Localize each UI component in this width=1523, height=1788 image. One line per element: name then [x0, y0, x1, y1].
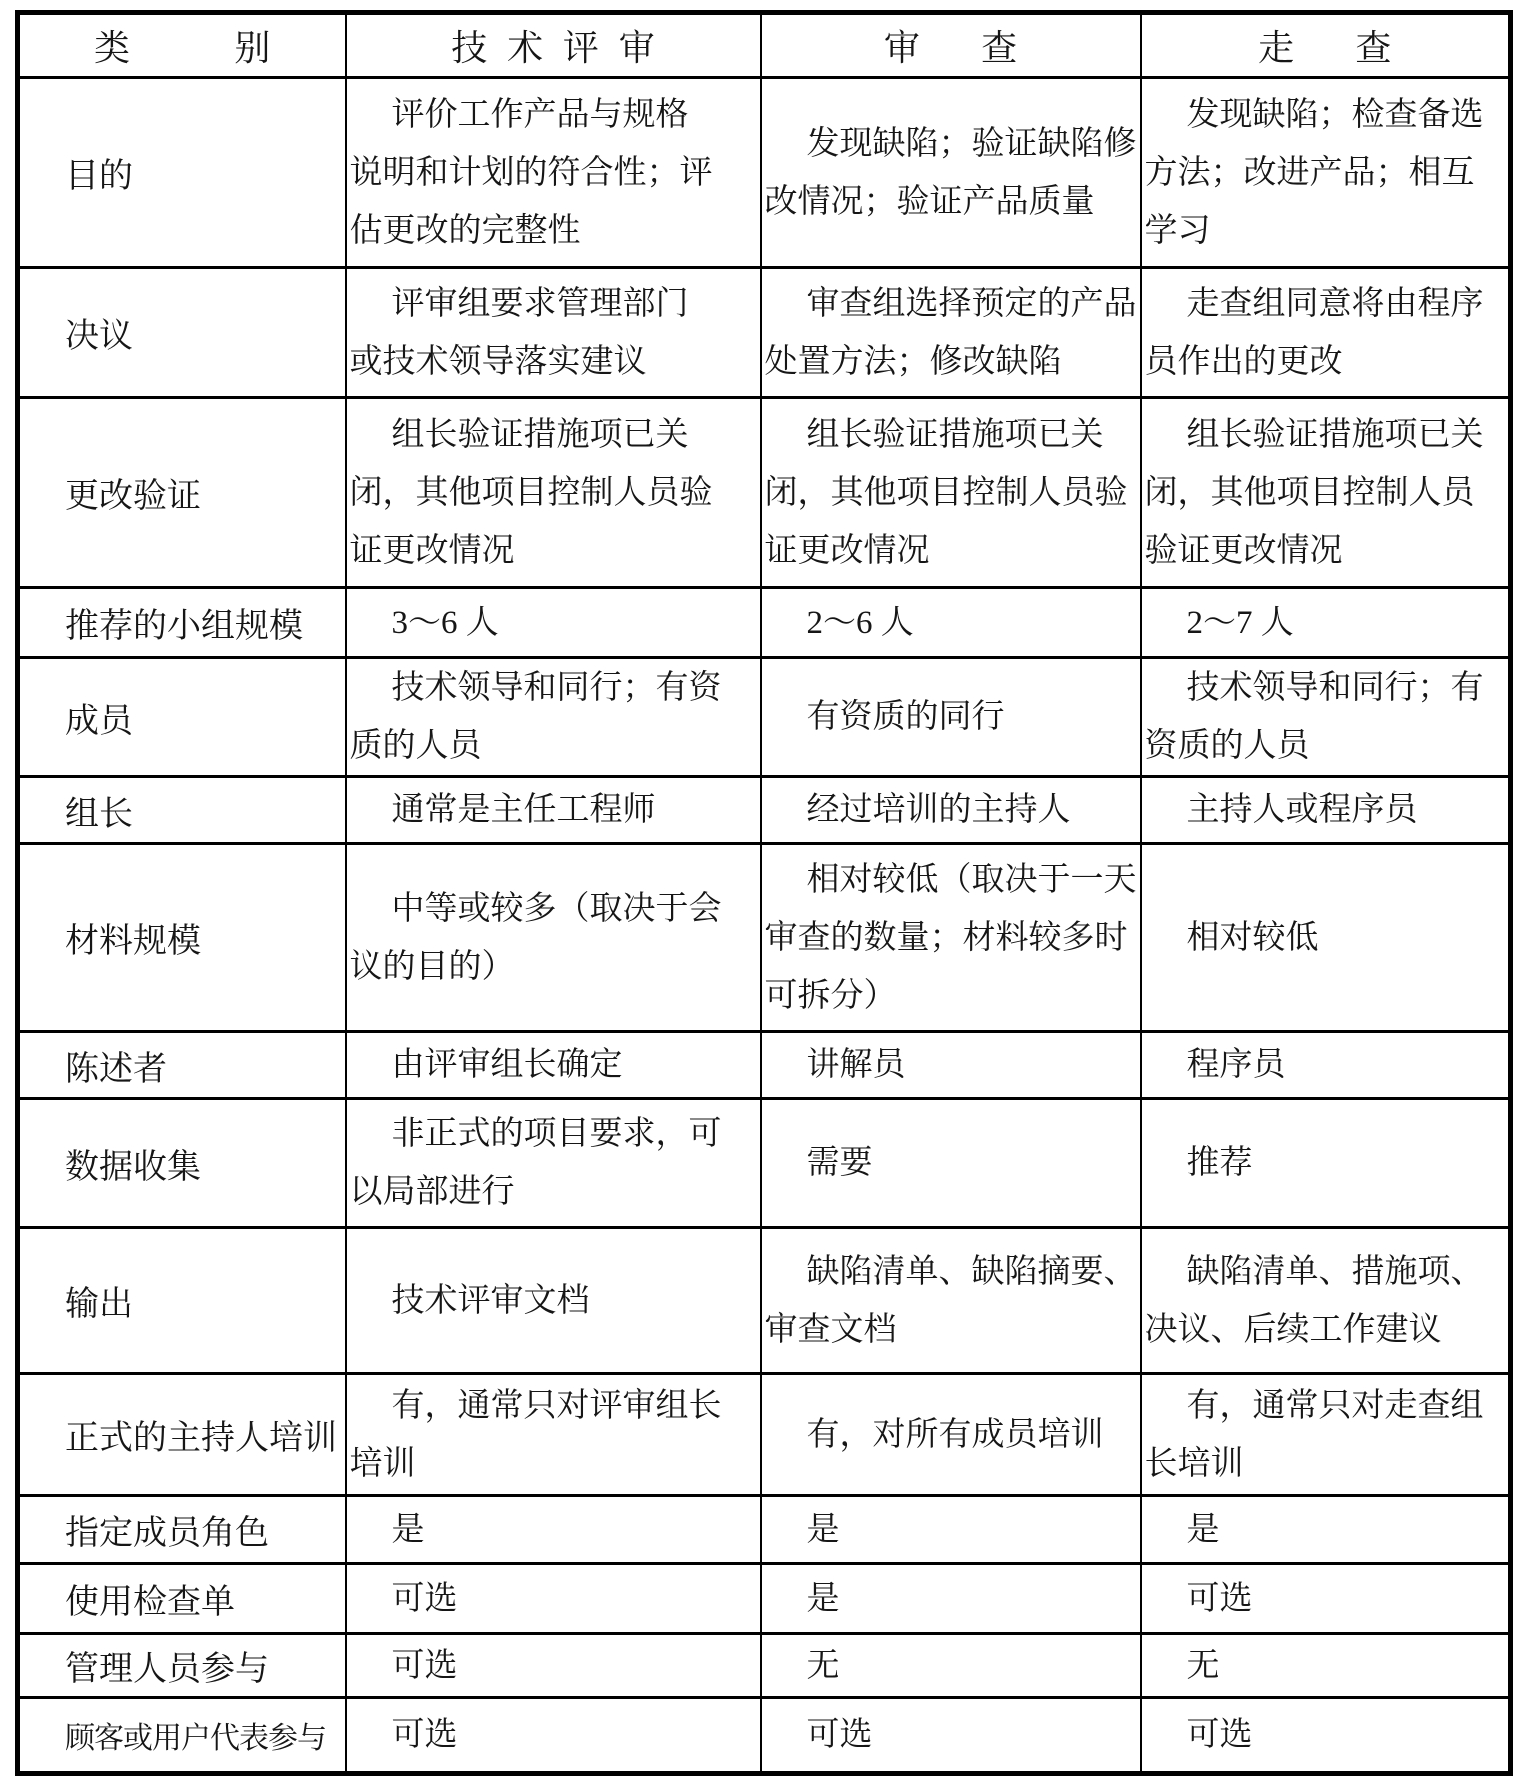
cell-inspection: 需要 — [761, 1099, 1141, 1228]
row-label: 决议 — [18, 268, 346, 398]
row-label: 正式的主持人培训 — [18, 1374, 346, 1496]
row-label: 数据收集 — [18, 1099, 346, 1228]
cell-inspection: 组长验证措施项已关 闭，其他项目控制人员验 证更改情况 — [761, 398, 1141, 588]
row-label: 组长 — [18, 777, 346, 844]
cell-inspection: 审查组选择预定的产品 处置方法；修改缺陷 — [761, 268, 1141, 398]
row-label: 推荐的小组规模 — [18, 588, 346, 658]
cell-inspection: 相对较低（取决于一天 审查的数量；材料较多时 可拆分） — [761, 844, 1141, 1032]
cell-walkthrough: 相对较低 — [1141, 844, 1511, 1032]
cell-walkthrough: 无 — [1141, 1634, 1511, 1698]
header-walkthrough: 走查 — [1141, 13, 1511, 78]
cell-walkthrough: 组长验证措施项已关 闭，其他项目控制人员 验证更改情况 — [1141, 398, 1511, 588]
cell-walkthrough: 缺陷清单、措施项、 决议、后续工作建议 — [1141, 1228, 1511, 1374]
cell-technical-review: 评审组要求管理部门 或技术领导落实建议 — [346, 268, 761, 398]
cell-walkthrough: 主持人或程序员 — [1141, 777, 1511, 844]
table-row — [18, 1564, 1511, 1634]
cell-inspection: 无 — [761, 1634, 1141, 1698]
cell-technical-review: 非正式的项目要求，可 以局部进行 — [346, 1099, 761, 1228]
cell-technical-review: 评价工作产品与规格 说明和计划的符合性；评 估更改的完整性 — [346, 78, 761, 268]
row-label: 输出 — [18, 1228, 346, 1374]
cell-walkthrough: 推荐 — [1141, 1099, 1511, 1228]
cell-walkthrough: 有，通常只对走查组 长培训 — [1141, 1374, 1511, 1496]
cell-inspection: 讲解员 — [761, 1032, 1141, 1099]
header-technical-review: 技术评审 — [346, 13, 761, 78]
header-category: 类别 — [18, 13, 346, 78]
cell-walkthrough: 是 — [1141, 1496, 1511, 1564]
cell-technical-review: 可选 — [346, 1698, 761, 1774]
cell-walkthrough: 2～7 人 — [1141, 588, 1511, 658]
row-label: 顾客或用户代表参与 — [18, 1698, 346, 1774]
cell-technical-review: 3～6 人 — [346, 588, 761, 658]
cell-inspection: 是 — [761, 1496, 1141, 1564]
row-label: 成员 — [18, 658, 346, 777]
row-label: 目的 — [18, 78, 346, 268]
header-inspection: 审查 — [761, 13, 1141, 78]
table-row — [18, 844, 1511, 1032]
cell-technical-review: 组长验证措施项已关 闭，其他项目控制人员验 证更改情况 — [346, 398, 761, 588]
cell-technical-review: 通常是主任工程师 — [346, 777, 761, 844]
cell-inspection: 可选 — [761, 1698, 1141, 1774]
cell-technical-review: 由评审组长确定 — [346, 1032, 761, 1099]
row-label: 陈述者 — [18, 1032, 346, 1099]
row-label: 指定成员角色 — [18, 1496, 346, 1564]
cell-walkthrough: 发现缺陷；检查备选 方法；改进产品；相互 学习 — [1141, 78, 1511, 268]
table-row — [18, 1228, 1511, 1374]
cell-walkthrough: 走查组同意将由程序 员作出的更改 — [1141, 268, 1511, 398]
cell-walkthrough: 可选 — [1141, 1698, 1511, 1774]
cell-technical-review: 中等或较多（取决于会 议的目的） — [346, 844, 761, 1032]
cell-inspection: 有资质的同行 — [761, 658, 1141, 777]
cell-inspection: 发现缺陷；验证缺陷修 改情况；验证产品质量 — [761, 78, 1141, 268]
row-label: 管理人员参与 — [18, 1634, 346, 1698]
header-row — [18, 13, 1511, 78]
cell-inspection: 缺陷清单、缺陷摘要、 审查文档 — [761, 1228, 1141, 1374]
cell-technical-review: 可选 — [346, 1564, 761, 1634]
cell-technical-review: 技术领导和同行；有资 质的人员 — [346, 658, 761, 777]
cell-walkthrough: 技术领导和同行；有 资质的人员 — [1141, 658, 1511, 777]
row-label: 更改验证 — [18, 398, 346, 588]
table-row — [18, 1099, 1511, 1228]
table-row — [18, 268, 1511, 398]
row-label: 使用检查单 — [18, 1564, 346, 1634]
table-row — [18, 1698, 1511, 1774]
row-label: 材料规模 — [18, 844, 346, 1032]
cell-technical-review: 有，通常只对评审组长 培训 — [346, 1374, 761, 1496]
table-row — [18, 1496, 1511, 1564]
cell-inspection: 有，对所有成员培训 — [761, 1374, 1141, 1496]
table-row — [18, 777, 1511, 844]
review-comparison-table — [15, 10, 1513, 1776]
table-row — [18, 588, 1511, 658]
cell-walkthrough: 程序员 — [1141, 1032, 1511, 1099]
cell-inspection: 2～6 人 — [761, 588, 1141, 658]
cell-walkthrough: 可选 — [1141, 1564, 1511, 1634]
cell-technical-review: 是 — [346, 1496, 761, 1564]
table-row — [18, 1374, 1511, 1496]
cell-inspection: 是 — [761, 1564, 1141, 1634]
table-row — [18, 398, 1511, 588]
cell-technical-review: 可选 — [346, 1634, 761, 1698]
table-row — [18, 658, 1511, 777]
table-row — [18, 1634, 1511, 1698]
cell-inspection: 经过培训的主持人 — [761, 777, 1141, 844]
cell-technical-review: 技术评审文档 — [346, 1228, 761, 1374]
table-row — [18, 1032, 1511, 1099]
table-row — [18, 78, 1511, 268]
